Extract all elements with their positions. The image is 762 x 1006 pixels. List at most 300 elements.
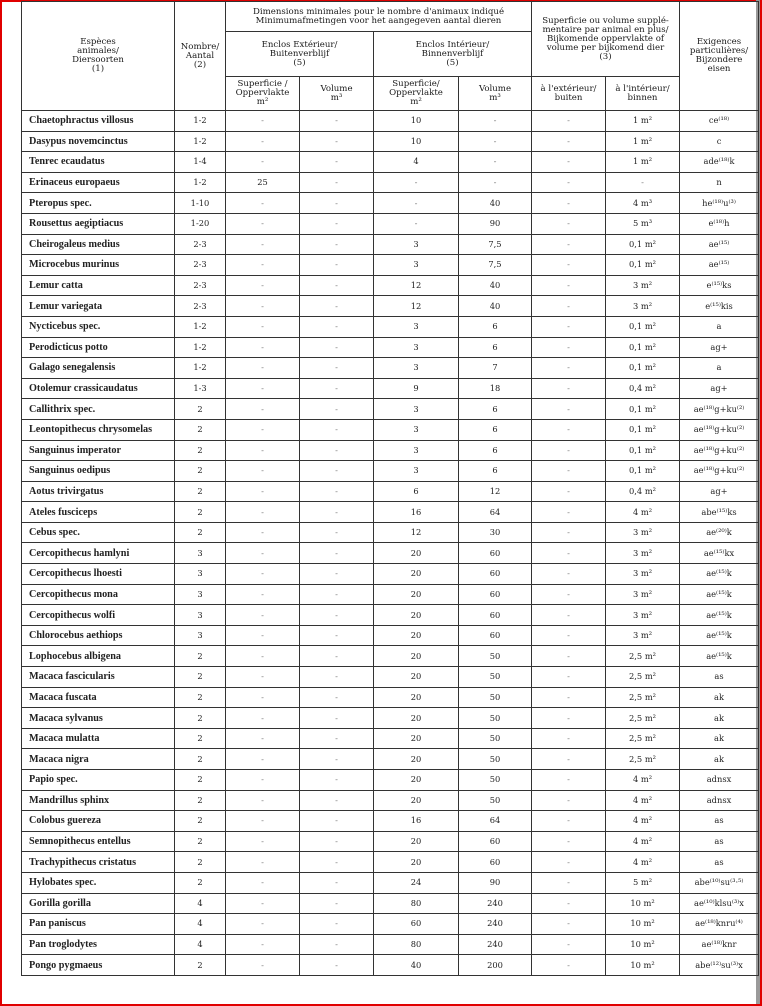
outdoor-area-cell: - bbox=[226, 275, 300, 296]
indoor-area-cell: 20 bbox=[374, 852, 459, 873]
extra-inside-cell: 4 m³ bbox=[606, 193, 680, 214]
species-cell: Lemur catta bbox=[22, 275, 175, 296]
header-extra-inside bbox=[606, 77, 680, 111]
indoor-volume-cell: 50 bbox=[459, 687, 532, 708]
requirements-cell: ak bbox=[680, 749, 759, 770]
count-cell: 2 bbox=[175, 955, 226, 976]
header-line: eisen bbox=[707, 64, 731, 74]
extra-inside-cell: 1 m² bbox=[606, 131, 680, 152]
requirements-cell: ae⁽¹⁵⁾kx bbox=[680, 543, 759, 564]
species-cell: Rousettus aegiptiacus bbox=[22, 213, 175, 234]
indoor-volume-cell: 240 bbox=[459, 914, 532, 935]
requirements-cell: ag+ bbox=[680, 481, 759, 502]
table-row bbox=[22, 955, 759, 976]
extra-inside-cell: 1 m² bbox=[606, 111, 680, 132]
species-cell: Nycticebus spec. bbox=[22, 316, 175, 337]
count-cell: 3 bbox=[175, 543, 226, 564]
extra-outside-cell: - bbox=[532, 213, 606, 234]
count-cell: 2 bbox=[175, 852, 226, 873]
outdoor-area-cell: - bbox=[226, 213, 300, 234]
extra-inside-cell: 5 m³ bbox=[606, 213, 680, 234]
extra-inside-cell: 3 m² bbox=[606, 625, 680, 646]
extra-inside-cell: 3 m² bbox=[606, 543, 680, 564]
outdoor-area-cell: - bbox=[226, 131, 300, 152]
extra-outside-cell: - bbox=[532, 111, 606, 132]
indoor-area-cell: 3 bbox=[374, 234, 459, 255]
requirements-cell: ak bbox=[680, 687, 759, 708]
indoor-volume-cell: 240 bbox=[459, 893, 532, 914]
requirements-cell: adnsx bbox=[680, 790, 759, 811]
indoor-volume-cell: 90 bbox=[459, 213, 532, 234]
count-cell: 1-10 bbox=[175, 193, 226, 214]
extra-outside-cell: - bbox=[532, 193, 606, 214]
requirements-cell: ae⁽¹⁸⁾g+ku⁽²⁾ bbox=[680, 419, 759, 440]
species-cell: Colobus guereza bbox=[22, 811, 175, 832]
outdoor-volume-cell: - bbox=[300, 378, 374, 399]
outdoor-area-cell: - bbox=[226, 687, 300, 708]
requirements-cell: ae⁽¹⁸⁾knr bbox=[680, 934, 759, 955]
outdoor-area-cell: 25 bbox=[226, 172, 300, 193]
table-row bbox=[22, 708, 759, 729]
indoor-volume-cell: 50 bbox=[459, 770, 532, 791]
species-cell: Perodicticus potto bbox=[22, 337, 175, 358]
requirements-cell: e⁽¹⁸⁾h bbox=[680, 213, 759, 234]
indoor-area-cell: 3 bbox=[374, 255, 459, 276]
header-line: m³ bbox=[489, 92, 501, 103]
count-cell: 2-3 bbox=[175, 296, 226, 317]
indoor-volume-cell: 12 bbox=[459, 481, 532, 502]
extra-inside-cell: 4 m² bbox=[606, 831, 680, 852]
header-line: Volume bbox=[478, 83, 512, 94]
extra-outside-cell: - bbox=[532, 234, 606, 255]
indoor-volume-cell: - bbox=[459, 172, 532, 193]
indoor-area-cell: 20 bbox=[374, 728, 459, 749]
indoor-volume-cell: 90 bbox=[459, 872, 532, 893]
header-line: Dimensions minimales pour le nombre d'animaux indiqué bbox=[252, 6, 505, 17]
header-line: Bijzondere bbox=[695, 55, 743, 65]
indoor-volume-cell: 6 bbox=[459, 461, 532, 482]
outdoor-area-cell: - bbox=[226, 296, 300, 317]
outdoor-area-cell: - bbox=[226, 728, 300, 749]
table-row bbox=[22, 790, 759, 811]
species-cell: Tenrec ecaudatus bbox=[22, 152, 175, 173]
species-cell: Macaca fascicularis bbox=[22, 667, 175, 688]
extra-inside-cell: 0,1 m² bbox=[606, 440, 680, 461]
count-cell: 2 bbox=[175, 481, 226, 502]
count-cell: 1-2 bbox=[175, 111, 226, 132]
extra-outside-cell: - bbox=[532, 461, 606, 482]
header-line: Enclos Extérieur/ bbox=[261, 39, 338, 50]
indoor-area-cell: 20 bbox=[374, 564, 459, 585]
species-cell: Gorilla gorilla bbox=[22, 893, 175, 914]
requirements-cell: ae⁽¹⁵⁾ bbox=[680, 255, 759, 276]
extra-outside-cell: - bbox=[532, 893, 606, 914]
header-line: Superficie/ bbox=[392, 79, 440, 89]
header-line: particulières/ bbox=[689, 46, 749, 56]
extra-inside-cell: 2,5 m² bbox=[606, 749, 680, 770]
species-cell: Sanguinus oedipus bbox=[22, 461, 175, 482]
header-line: Aantal bbox=[185, 50, 215, 61]
outdoor-volume-cell: - bbox=[300, 914, 374, 935]
count-cell: 4 bbox=[175, 893, 226, 914]
indoor-area-cell: 20 bbox=[374, 646, 459, 667]
indoor-area-cell: - bbox=[374, 172, 459, 193]
indoor-area-cell: 40 bbox=[374, 955, 459, 976]
extra-inside-cell: 1 m² bbox=[606, 152, 680, 173]
outdoor-volume-cell: - bbox=[300, 255, 374, 276]
indoor-volume-cell: - bbox=[459, 131, 532, 152]
table-row bbox=[22, 543, 759, 564]
species-cell: Pteropus spec. bbox=[22, 193, 175, 214]
outdoor-volume-cell: - bbox=[300, 296, 374, 317]
species-cell: Semnopithecus entellus bbox=[22, 831, 175, 852]
outdoor-volume-cell: - bbox=[300, 872, 374, 893]
requirements-cell: ae⁽¹⁵⁾k bbox=[680, 605, 759, 626]
indoor-volume-cell: 6 bbox=[459, 337, 532, 358]
count-cell: 2-3 bbox=[175, 255, 226, 276]
requirements-cell: as bbox=[680, 831, 759, 852]
indoor-area-cell: 3 bbox=[374, 399, 459, 420]
header-outdoor-volume bbox=[300, 77, 374, 111]
species-cell: Trachypithecus cristatus bbox=[22, 852, 175, 873]
extra-inside-cell: 2,5 m² bbox=[606, 646, 680, 667]
indoor-area-cell: 20 bbox=[374, 584, 459, 605]
outdoor-volume-cell: - bbox=[300, 625, 374, 646]
table-row bbox=[22, 111, 759, 132]
requirements-cell: ag+ bbox=[680, 337, 759, 358]
extra-outside-cell: - bbox=[532, 337, 606, 358]
species-cell: Cercopithecus lhoesti bbox=[22, 564, 175, 585]
outdoor-volume-cell: - bbox=[300, 934, 374, 955]
outdoor-volume-cell: - bbox=[300, 481, 374, 502]
extra-inside-cell: 10 m² bbox=[606, 934, 680, 955]
species-cell: Otolemur crassicaudatus bbox=[22, 378, 175, 399]
species-cell: Macaca mulatta bbox=[22, 728, 175, 749]
count-cell: 1-4 bbox=[175, 152, 226, 173]
outdoor-area-cell: - bbox=[226, 337, 300, 358]
header-line: animales/ bbox=[77, 46, 119, 56]
count-cell: 3 bbox=[175, 564, 226, 585]
header-extra bbox=[532, 2, 680, 77]
indoor-area-cell: 24 bbox=[374, 872, 459, 893]
count-cell: 2 bbox=[175, 461, 226, 482]
extra-inside-cell: 3 m² bbox=[606, 584, 680, 605]
species-cell: Chaetophractus villosus bbox=[22, 111, 175, 132]
header-line: m² bbox=[256, 97, 269, 107]
species-cell: Pongo pygmaeus bbox=[22, 955, 175, 976]
count-cell: 2 bbox=[175, 419, 226, 440]
indoor-area-cell: 80 bbox=[374, 934, 459, 955]
indoor-volume-cell: 6 bbox=[459, 419, 532, 440]
species-cell: Chlorocebus aethiops bbox=[22, 625, 175, 646]
requirements-cell: e⁽¹⁵⁾ks bbox=[680, 275, 759, 296]
extra-outside-cell: - bbox=[532, 522, 606, 543]
indoor-volume-cell: 40 bbox=[459, 193, 532, 214]
header-indoor-volume bbox=[459, 77, 532, 111]
indoor-area-cell: - bbox=[374, 193, 459, 214]
extra-inside-cell: 0,4 m² bbox=[606, 481, 680, 502]
indoor-area-cell: 10 bbox=[374, 111, 459, 132]
outdoor-volume-cell: - bbox=[300, 852, 374, 873]
requirements-cell: ae⁽¹⁰⁾klsu⁽³⁾x bbox=[680, 893, 759, 914]
species-cell: Mandrillus sphinx bbox=[22, 790, 175, 811]
species-cell: Macaca fuscata bbox=[22, 687, 175, 708]
header-outdoor bbox=[226, 32, 374, 77]
species-cell: Cercopithecus wolfi bbox=[22, 605, 175, 626]
header-line: (3) bbox=[599, 51, 612, 62]
header-line: Buitenverblijf bbox=[269, 48, 330, 59]
table-body bbox=[22, 111, 759, 976]
header-line: Enclos Intérieur/ bbox=[415, 39, 490, 50]
indoor-volume-cell: 6 bbox=[459, 440, 532, 461]
table-row bbox=[22, 461, 759, 482]
indoor-volume-cell: 7,5 bbox=[459, 234, 532, 255]
outdoor-area-cell: - bbox=[226, 955, 300, 976]
species-cell: Ateles fusciceps bbox=[22, 502, 175, 523]
outdoor-area-cell: - bbox=[226, 667, 300, 688]
indoor-volume-cell: 60 bbox=[459, 543, 532, 564]
header-line: m² bbox=[410, 97, 422, 107]
indoor-volume-cell: 50 bbox=[459, 646, 532, 667]
table-row bbox=[22, 193, 759, 214]
indoor-volume-cell: 60 bbox=[459, 852, 532, 873]
extra-outside-cell: - bbox=[532, 399, 606, 420]
outdoor-volume-cell: - bbox=[300, 667, 374, 688]
indoor-volume-cell: 30 bbox=[459, 522, 532, 543]
table-row bbox=[22, 625, 759, 646]
header-line: (2) bbox=[193, 59, 207, 70]
outdoor-volume-cell: - bbox=[300, 955, 374, 976]
requirements-cell: a bbox=[680, 358, 759, 379]
extra-inside-cell: 3 m² bbox=[606, 564, 680, 585]
extra-outside-cell: - bbox=[532, 811, 606, 832]
table-row bbox=[22, 255, 759, 276]
requirements-cell: ae⁽¹⁸⁾g+ku⁽²⁾ bbox=[680, 399, 759, 420]
extra-outside-cell: - bbox=[532, 502, 606, 523]
requirements-cell: abe⁽¹²⁾su⁽³⁾x bbox=[680, 955, 759, 976]
count-cell: 2-3 bbox=[175, 234, 226, 255]
outdoor-volume-cell: - bbox=[300, 316, 374, 337]
extra-outside-cell: - bbox=[532, 687, 606, 708]
count-cell: 2 bbox=[175, 440, 226, 461]
table-row bbox=[22, 152, 759, 173]
header-line: (5) bbox=[446, 57, 459, 68]
count-cell: 1-2 bbox=[175, 316, 226, 337]
outdoor-volume-cell: - bbox=[300, 461, 374, 482]
indoor-area-cell: 20 bbox=[374, 625, 459, 646]
outdoor-volume-cell: - bbox=[300, 893, 374, 914]
extra-inside-cell: 10 m² bbox=[606, 893, 680, 914]
count-cell: 1-2 bbox=[175, 131, 226, 152]
indoor-area-cell: 20 bbox=[374, 687, 459, 708]
indoor-area-cell: 10 bbox=[374, 131, 459, 152]
requirements-cell: as bbox=[680, 852, 759, 873]
species-cell: Macaca nigra bbox=[22, 749, 175, 770]
extra-outside-cell: - bbox=[532, 605, 606, 626]
table-row bbox=[22, 728, 759, 749]
table-row bbox=[22, 481, 759, 502]
header-line: Oppervlakte bbox=[389, 88, 443, 98]
requirements-cell: adnsx bbox=[680, 770, 759, 791]
requirements-cell: as bbox=[680, 811, 759, 832]
table-row bbox=[22, 667, 759, 688]
outdoor-area-cell: - bbox=[226, 564, 300, 585]
requirements-cell: ade⁽¹⁸⁾k bbox=[680, 152, 759, 173]
outdoor-area-cell: - bbox=[226, 625, 300, 646]
extra-inside-cell: - bbox=[606, 172, 680, 193]
extra-outside-cell: - bbox=[532, 852, 606, 873]
requirements-cell: ae⁽¹⁵⁾ bbox=[680, 234, 759, 255]
indoor-area-cell: 20 bbox=[374, 708, 459, 729]
species-cell: Macaca sylvanus bbox=[22, 708, 175, 729]
table-row bbox=[22, 934, 759, 955]
outdoor-volume-cell: - bbox=[300, 111, 374, 132]
requirements-cell: n bbox=[680, 172, 759, 193]
outdoor-area-cell: - bbox=[226, 543, 300, 564]
extra-inside-cell: 4 m² bbox=[606, 852, 680, 873]
table-row bbox=[22, 316, 759, 337]
indoor-volume-cell: 50 bbox=[459, 749, 532, 770]
header-requirements bbox=[680, 2, 759, 111]
indoor-area-cell: 9 bbox=[374, 378, 459, 399]
requirements-cell: c bbox=[680, 131, 759, 152]
extra-outside-cell: - bbox=[532, 543, 606, 564]
outdoor-volume-cell: - bbox=[300, 337, 374, 358]
outdoor-volume-cell: - bbox=[300, 687, 374, 708]
outdoor-area-cell: - bbox=[226, 481, 300, 502]
indoor-area-cell: 3 bbox=[374, 461, 459, 482]
requirements-cell: he⁽¹⁸⁾u⁽³⁾ bbox=[680, 193, 759, 214]
extra-inside-cell: 10 m² bbox=[606, 914, 680, 935]
extra-inside-cell: 10 m² bbox=[606, 955, 680, 976]
outdoor-area-cell: - bbox=[226, 502, 300, 523]
header-line: Diersoorten bbox=[72, 55, 124, 65]
outdoor-area-cell: - bbox=[226, 461, 300, 482]
extra-inside-cell: 4 m² bbox=[606, 790, 680, 811]
species-cell: Erinaceus europaeus bbox=[22, 172, 175, 193]
species-cell: Leontopithecus chrysomelas bbox=[22, 419, 175, 440]
extra-inside-cell: 3 m² bbox=[606, 522, 680, 543]
indoor-volume-cell: 50 bbox=[459, 667, 532, 688]
header-line: Nombre/ bbox=[180, 41, 220, 52]
header-count bbox=[175, 2, 226, 111]
outdoor-area-cell: - bbox=[226, 790, 300, 811]
requirements-cell: ce⁽¹⁸⁾ bbox=[680, 111, 759, 132]
extra-outside-cell: - bbox=[532, 770, 606, 791]
outdoor-volume-cell: - bbox=[300, 502, 374, 523]
table-row bbox=[22, 605, 759, 626]
indoor-area-cell: 16 bbox=[374, 811, 459, 832]
indoor-area-cell: 80 bbox=[374, 893, 459, 914]
indoor-volume-cell: 6 bbox=[459, 399, 532, 420]
extra-outside-cell: - bbox=[532, 914, 606, 935]
count-cell: 4 bbox=[175, 914, 226, 935]
table-row bbox=[22, 811, 759, 832]
extra-inside-cell: 2,5 m² bbox=[606, 687, 680, 708]
table-row bbox=[22, 234, 759, 255]
outdoor-volume-cell: - bbox=[300, 831, 374, 852]
extra-inside-cell: 0,1 m² bbox=[606, 316, 680, 337]
outdoor-area-cell: - bbox=[226, 234, 300, 255]
outdoor-area-cell: - bbox=[226, 152, 300, 173]
indoor-volume-cell: 18 bbox=[459, 378, 532, 399]
indoor-area-cell: 3 bbox=[374, 337, 459, 358]
outdoor-volume-cell: - bbox=[300, 234, 374, 255]
indoor-area-cell: 16 bbox=[374, 502, 459, 523]
indoor-area-cell: 12 bbox=[374, 296, 459, 317]
species-cell: Pan troglodytes bbox=[22, 934, 175, 955]
table-row bbox=[22, 831, 759, 852]
extra-outside-cell: - bbox=[532, 728, 606, 749]
indoor-volume-cell: 60 bbox=[459, 564, 532, 585]
outdoor-volume-cell: - bbox=[300, 358, 374, 379]
requirements-cell: ag+ bbox=[680, 378, 759, 399]
indoor-volume-cell: 50 bbox=[459, 708, 532, 729]
outdoor-area-cell: - bbox=[226, 419, 300, 440]
extra-inside-cell: 0,1 m² bbox=[606, 461, 680, 482]
table-row bbox=[22, 358, 759, 379]
extra-outside-cell: - bbox=[532, 934, 606, 955]
indoor-volume-cell: 60 bbox=[459, 584, 532, 605]
extra-outside-cell: - bbox=[532, 564, 606, 585]
extra-outside-cell: - bbox=[532, 955, 606, 976]
table-row bbox=[22, 275, 759, 296]
species-cell: Cheirogaleus medius bbox=[22, 234, 175, 255]
extra-outside-cell: - bbox=[532, 646, 606, 667]
requirements-cell: ae⁽²⁰⁾k bbox=[680, 522, 759, 543]
outdoor-volume-cell: - bbox=[300, 172, 374, 193]
indoor-volume-cell: 50 bbox=[459, 728, 532, 749]
count-cell: 3 bbox=[175, 584, 226, 605]
header-line: (5) bbox=[293, 57, 306, 68]
outdoor-volume-cell: - bbox=[300, 213, 374, 234]
requirements-cell: abe⁽¹⁵⁾ks bbox=[680, 502, 759, 523]
extra-inside-cell: 0,1 m² bbox=[606, 358, 680, 379]
table-row bbox=[22, 584, 759, 605]
indoor-area-cell: 3 bbox=[374, 316, 459, 337]
outdoor-area-cell: - bbox=[226, 399, 300, 420]
indoor-area-cell: 12 bbox=[374, 522, 459, 543]
extra-inside-cell: 0,1 m² bbox=[606, 399, 680, 420]
count-cell: 2 bbox=[175, 687, 226, 708]
species-cell: Callithrix spec. bbox=[22, 399, 175, 420]
table-row bbox=[22, 522, 759, 543]
header-species bbox=[22, 2, 175, 111]
outdoor-area-cell: - bbox=[226, 852, 300, 873]
count-cell: 2 bbox=[175, 770, 226, 791]
indoor-volume-cell: 200 bbox=[459, 955, 532, 976]
header-line: Binnenverblijf bbox=[421, 48, 484, 59]
header-outdoor-area bbox=[226, 77, 300, 111]
requirements-cell: ak bbox=[680, 708, 759, 729]
outdoor-volume-cell: - bbox=[300, 811, 374, 832]
indoor-area-cell: 20 bbox=[374, 831, 459, 852]
indoor-area-cell: 4 bbox=[374, 152, 459, 173]
extra-outside-cell: - bbox=[532, 316, 606, 337]
table-row bbox=[22, 564, 759, 585]
extra-inside-cell: 4 m² bbox=[606, 502, 680, 523]
outdoor-area-cell: - bbox=[226, 770, 300, 791]
indoor-area-cell: 3 bbox=[374, 440, 459, 461]
species-cell: Pan paniscus bbox=[22, 914, 175, 935]
count-cell: 2 bbox=[175, 749, 226, 770]
table-row bbox=[22, 440, 759, 461]
outdoor-area-cell: - bbox=[226, 646, 300, 667]
outdoor-volume-cell: - bbox=[300, 275, 374, 296]
extra-outside-cell: - bbox=[532, 358, 606, 379]
table-row bbox=[22, 646, 759, 667]
species-cell: Hylobates spec. bbox=[22, 872, 175, 893]
